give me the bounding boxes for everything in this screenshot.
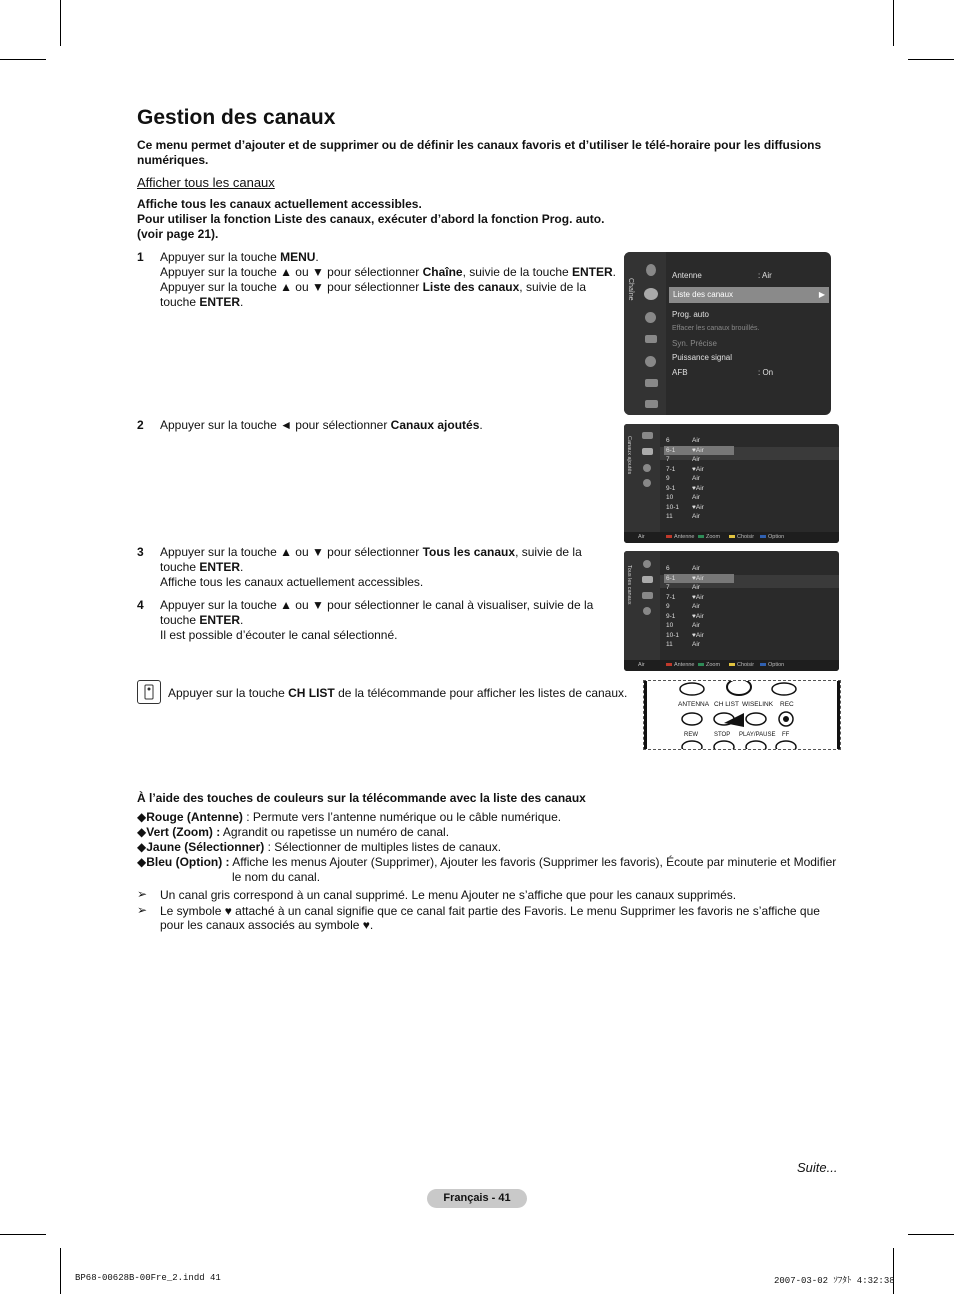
lead-line: (voir page 21). <box>137 227 219 241</box>
channel-number: 6 <box>666 565 670 572</box>
channel-type: Air <box>692 456 700 463</box>
color-key-yellow: ◆Jaune (Sélectionner) : Sélectionner de multiples listes de canaux. <box>137 840 502 854</box>
step-line: Il est possible d’écouter le canal sélectionné. <box>160 628 398 642</box>
source-label: Air <box>638 534 645 540</box>
menu-row-value: : Air <box>758 271 772 280</box>
step-4 <box>137 598 617 643</box>
timer-icon <box>643 479 651 487</box>
channel-type: ♥Air <box>692 465 704 473</box>
menu-row-value: : On <box>758 368 774 377</box>
menu-row-afb[interactable] <box>672 366 830 379</box>
channel-number: 9-1 <box>666 484 676 492</box>
channel-type: Air <box>692 513 700 520</box>
menu-side-label: Chaîne <box>627 278 634 301</box>
channel-number: 10-1 <box>666 631 680 639</box>
menu-row-effacer <box>672 322 830 335</box>
channel-row[interactable] <box>664 640 734 649</box>
channel-number: 10 <box>666 494 674 501</box>
color-key-red: ◆Rouge (Antenne) : Permute vers l’antenne numérique ou le câble numérique. <box>137 810 562 824</box>
crop-mark <box>908 1234 954 1235</box>
channel-number: 7-1 <box>666 465 676 473</box>
remote-label-playpause: PLAY/PAUSE <box>739 732 776 738</box>
menu-row-puissance-signal[interactable] <box>672 351 830 364</box>
source-label: Air <box>638 662 645 668</box>
channel-row[interactable] <box>664 602 734 611</box>
menu-row-label: Syn. Précise <box>672 339 717 348</box>
continued-label: Suite... <box>797 1160 838 1175</box>
channel-number: 7 <box>666 456 670 463</box>
remote-label-antenna: ANTENNA <box>678 701 710 708</box>
lead-paragraph <box>137 197 617 242</box>
menu-row-label: Liste des canaux <box>673 290 734 299</box>
menu-screenshot <box>624 252 831 415</box>
menu-row-label: Puissance signal <box>672 353 733 362</box>
channel-row[interactable] <box>664 621 734 630</box>
remote-label-chlist: CH LIST <box>714 701 739 708</box>
menu-row-liste-des-canaux[interactable] <box>669 287 829 303</box>
menu-row-label: AFB <box>672 368 688 377</box>
channel-number: 6-1 <box>666 446 676 454</box>
lead-line: Pour utiliser la fonction Liste des canaux, exécuter d’abord la fonction Prog. auto. <box>137 212 605 226</box>
favorite-icon <box>643 464 651 472</box>
channel-number: 9 <box>666 603 670 610</box>
channel-side-label: Canaux ajoutés <box>626 436 632 475</box>
channel-type: ♥Air <box>692 612 704 620</box>
crop-mark <box>893 1248 894 1294</box>
arrow-bullet-icon: ➢ <box>137 887 148 901</box>
channel-row[interactable] <box>664 564 734 573</box>
remote-label-rec: REC <box>780 701 794 708</box>
picture-icon <box>645 379 658 387</box>
crop-mark <box>0 1234 46 1235</box>
step-line: Appuyer sur la touche ▲ ou ▼ pour sélectionner Tous les canaux, suivie de la touche ENTER. <box>160 545 582 574</box>
step-line: Appuyer sur la touche ▲ ou ▼ pour sélectionner le canal à visualiser, suivie de la touche ENTER. <box>160 598 594 627</box>
channel-number: 11 <box>666 641 673 648</box>
menu-row-label: Prog. auto <box>672 310 709 319</box>
blue-button-label: Option <box>760 662 784 668</box>
remote-label-ff: FF <box>782 732 790 738</box>
sound-icon <box>645 335 657 343</box>
channel-type: ♥Air <box>692 446 704 454</box>
channel-type: ♥Air <box>692 593 704 601</box>
note-text: Appuyer sur la touche CH LIST de la télécommande pour afficher les listes de canaux. <box>168 686 628 700</box>
menu-row-syn-precise <box>672 337 830 350</box>
page-number-badge: Français - 41 <box>427 1189 527 1208</box>
remote-buttons <box>644 681 840 749</box>
remote-label-rew: REW <box>684 732 698 738</box>
channel-number: 7 <box>666 584 670 591</box>
arrow-notes <box>137 888 837 934</box>
channel-type: Air <box>692 494 700 501</box>
tv-icon <box>642 432 653 439</box>
channel-type: Air <box>692 475 700 482</box>
blue-button-label: Option <box>760 534 784 540</box>
channel-row[interactable] <box>664 484 734 493</box>
gear-icon <box>645 312 656 323</box>
channel-type: ♥Air <box>692 503 704 511</box>
step-1 <box>137 250 617 310</box>
green-button-label: Zoom <box>698 534 720 540</box>
page-title: Gestion des canaux <box>137 106 336 129</box>
menu-row-prog-auto[interactable] <box>672 308 830 321</box>
channel-number: 10 <box>666 622 674 629</box>
channel-row[interactable] <box>664 474 734 483</box>
channel-row[interactable] <box>664 455 734 464</box>
channel-number: 6-1 <box>666 574 676 582</box>
step-line: Appuyer sur la touche ▲ ou ▼ pour sélectionner Liste des canaux, suivie de la touche ENTER. <box>160 280 586 309</box>
arrow-right-icon: ▶ <box>818 290 825 299</box>
red-button-label: Antenne <box>666 662 695 668</box>
section-subhead: Afficher tous les canaux <box>137 175 275 190</box>
channel-row[interactable] <box>664 512 734 521</box>
color-keys-list <box>137 810 837 885</box>
channel-row[interactable] <box>664 503 734 512</box>
channel-row[interactable] <box>664 593 734 602</box>
channel-row[interactable] <box>664 436 734 445</box>
channel-row[interactable] <box>664 446 734 455</box>
intro-text: Ce menu permet d’ajouter et de supprimer ou de définir les canaux favoris et d’utiliser le télé-horaire pour les diffusions numériques. <box>137 138 822 167</box>
tv-icon <box>642 448 653 455</box>
red-button-label: Antenne <box>666 534 695 540</box>
channel-type: Air <box>692 437 700 444</box>
green-button-label: Zoom <box>698 662 720 668</box>
bottom-bar <box>624 660 839 671</box>
step-2 <box>137 418 617 433</box>
clock-icon <box>645 356 656 367</box>
channel-side-label: Tous les canaux <box>626 565 632 605</box>
channel-row[interactable] <box>664 574 734 583</box>
crop-mark <box>908 59 954 60</box>
channel-row[interactable] <box>664 583 734 592</box>
step-number: 2 <box>137 418 144 432</box>
arrow-bullet-icon: ➢ <box>137 903 148 917</box>
step-line: Affiche tous les canaux actuellement accessibles. <box>160 575 424 589</box>
step-number: 1 <box>137 250 144 264</box>
crop-mark <box>60 1248 61 1294</box>
footer-date: 2007-03-02 ｿﾌﾀﾄ 4:32:38 <box>774 1276 895 1286</box>
input-icon <box>645 400 658 408</box>
channel-type: ♥Air <box>692 484 704 492</box>
favorite-icon <box>643 560 651 568</box>
channel-list-screenshot-all <box>624 551 839 671</box>
remote-control-illustration <box>643 680 841 750</box>
channel-number: 10-1 <box>666 503 680 511</box>
step-number: 4 <box>137 598 144 612</box>
menu-sidebar <box>624 252 666 415</box>
step-number: 3 <box>137 545 144 559</box>
crop-mark <box>893 0 894 46</box>
menu-row-label: Effacer les canaux brouillés. <box>672 325 760 332</box>
color-key-green: ◆Vert (Zoom) : Agrandit ou rapetisse un numéro de canal. <box>137 825 450 839</box>
channel-type: ♥Air <box>692 574 704 582</box>
antenna-icon <box>646 264 656 276</box>
channel-number: 7-1 <box>666 593 676 601</box>
channel-type: ♥Air <box>692 631 704 639</box>
channel-list-screenshot-added <box>624 424 839 543</box>
channel-row[interactable] <box>664 493 734 502</box>
step-line: Appuyer sur la touche MENU. <box>160 250 319 264</box>
lead-line: Affiche tous les canaux actuellement accessibles. <box>137 197 422 211</box>
channel-number: 6 <box>666 437 670 444</box>
arrow-note: ➢ Un canal gris correspond à un canal supprimé. Le menu Ajouter ne s’affiche que pour les canaux supprimés. <box>137 887 737 902</box>
remote-hand-icon <box>137 680 161 704</box>
remote-label-stop: STOP <box>714 732 731 738</box>
color-key-blue: ◆Bleu (Option) : Affiche les menus Ajouter (Supprimer), Ajouter les favoris (Supprimer les favoris), Écoute par minuterie et Modifier le nom du canal. <box>137 855 837 884</box>
channel-type: Air <box>692 641 700 648</box>
footer-file: BP68-00628B-00Fre_2.indd 41 <box>75 1273 221 1283</box>
satellite-icon <box>644 288 658 300</box>
color-keys-title: À l’aide des touches de couleurs sur la télécommande avec la liste des canaux <box>137 791 586 805</box>
crop-mark <box>0 59 46 60</box>
menu-row-antenne[interactable] <box>672 269 830 282</box>
channel-type: Air <box>692 622 700 629</box>
arrow-note: ➢ Le symbole ♥ attaché à un canal signifie que ce canal fait partie des Favoris. Le menu Supprimer les favoris ne s’affiche que pour les canaux associés au symbole ♥. <box>137 903 820 932</box>
menu-row-label: Antenne <box>672 271 702 280</box>
channel-row[interactable] <box>664 465 734 474</box>
tv-icon <box>642 576 653 583</box>
timer-icon <box>643 607 651 615</box>
step-line: Appuyer sur la touche ◄ pour sélectionner Canaux ajoutés. <box>160 418 483 432</box>
channel-row[interactable] <box>664 612 734 621</box>
tv-icon <box>642 592 653 599</box>
channel-type: Air <box>692 603 700 610</box>
bottom-bar <box>624 532 839 543</box>
step-3 <box>137 545 617 590</box>
channel-row[interactable] <box>664 631 734 640</box>
crop-mark <box>60 0 61 46</box>
yellow-button-label: Choisir <box>729 662 754 668</box>
channel-type: Air <box>692 584 700 591</box>
yellow-button-label: Choisir <box>729 534 754 540</box>
step-line: Appuyer sur la touche ▲ ou ▼ pour sélectionner Chaîne, suivie de la touche ENTER. <box>160 265 617 279</box>
remote-label-wiselink: WISELINK <box>742 701 774 708</box>
channel-number: 9 <box>666 475 670 482</box>
channel-type: Air <box>692 565 700 572</box>
channel-number: 11 <box>666 513 673 520</box>
channel-number: 9-1 <box>666 612 676 620</box>
